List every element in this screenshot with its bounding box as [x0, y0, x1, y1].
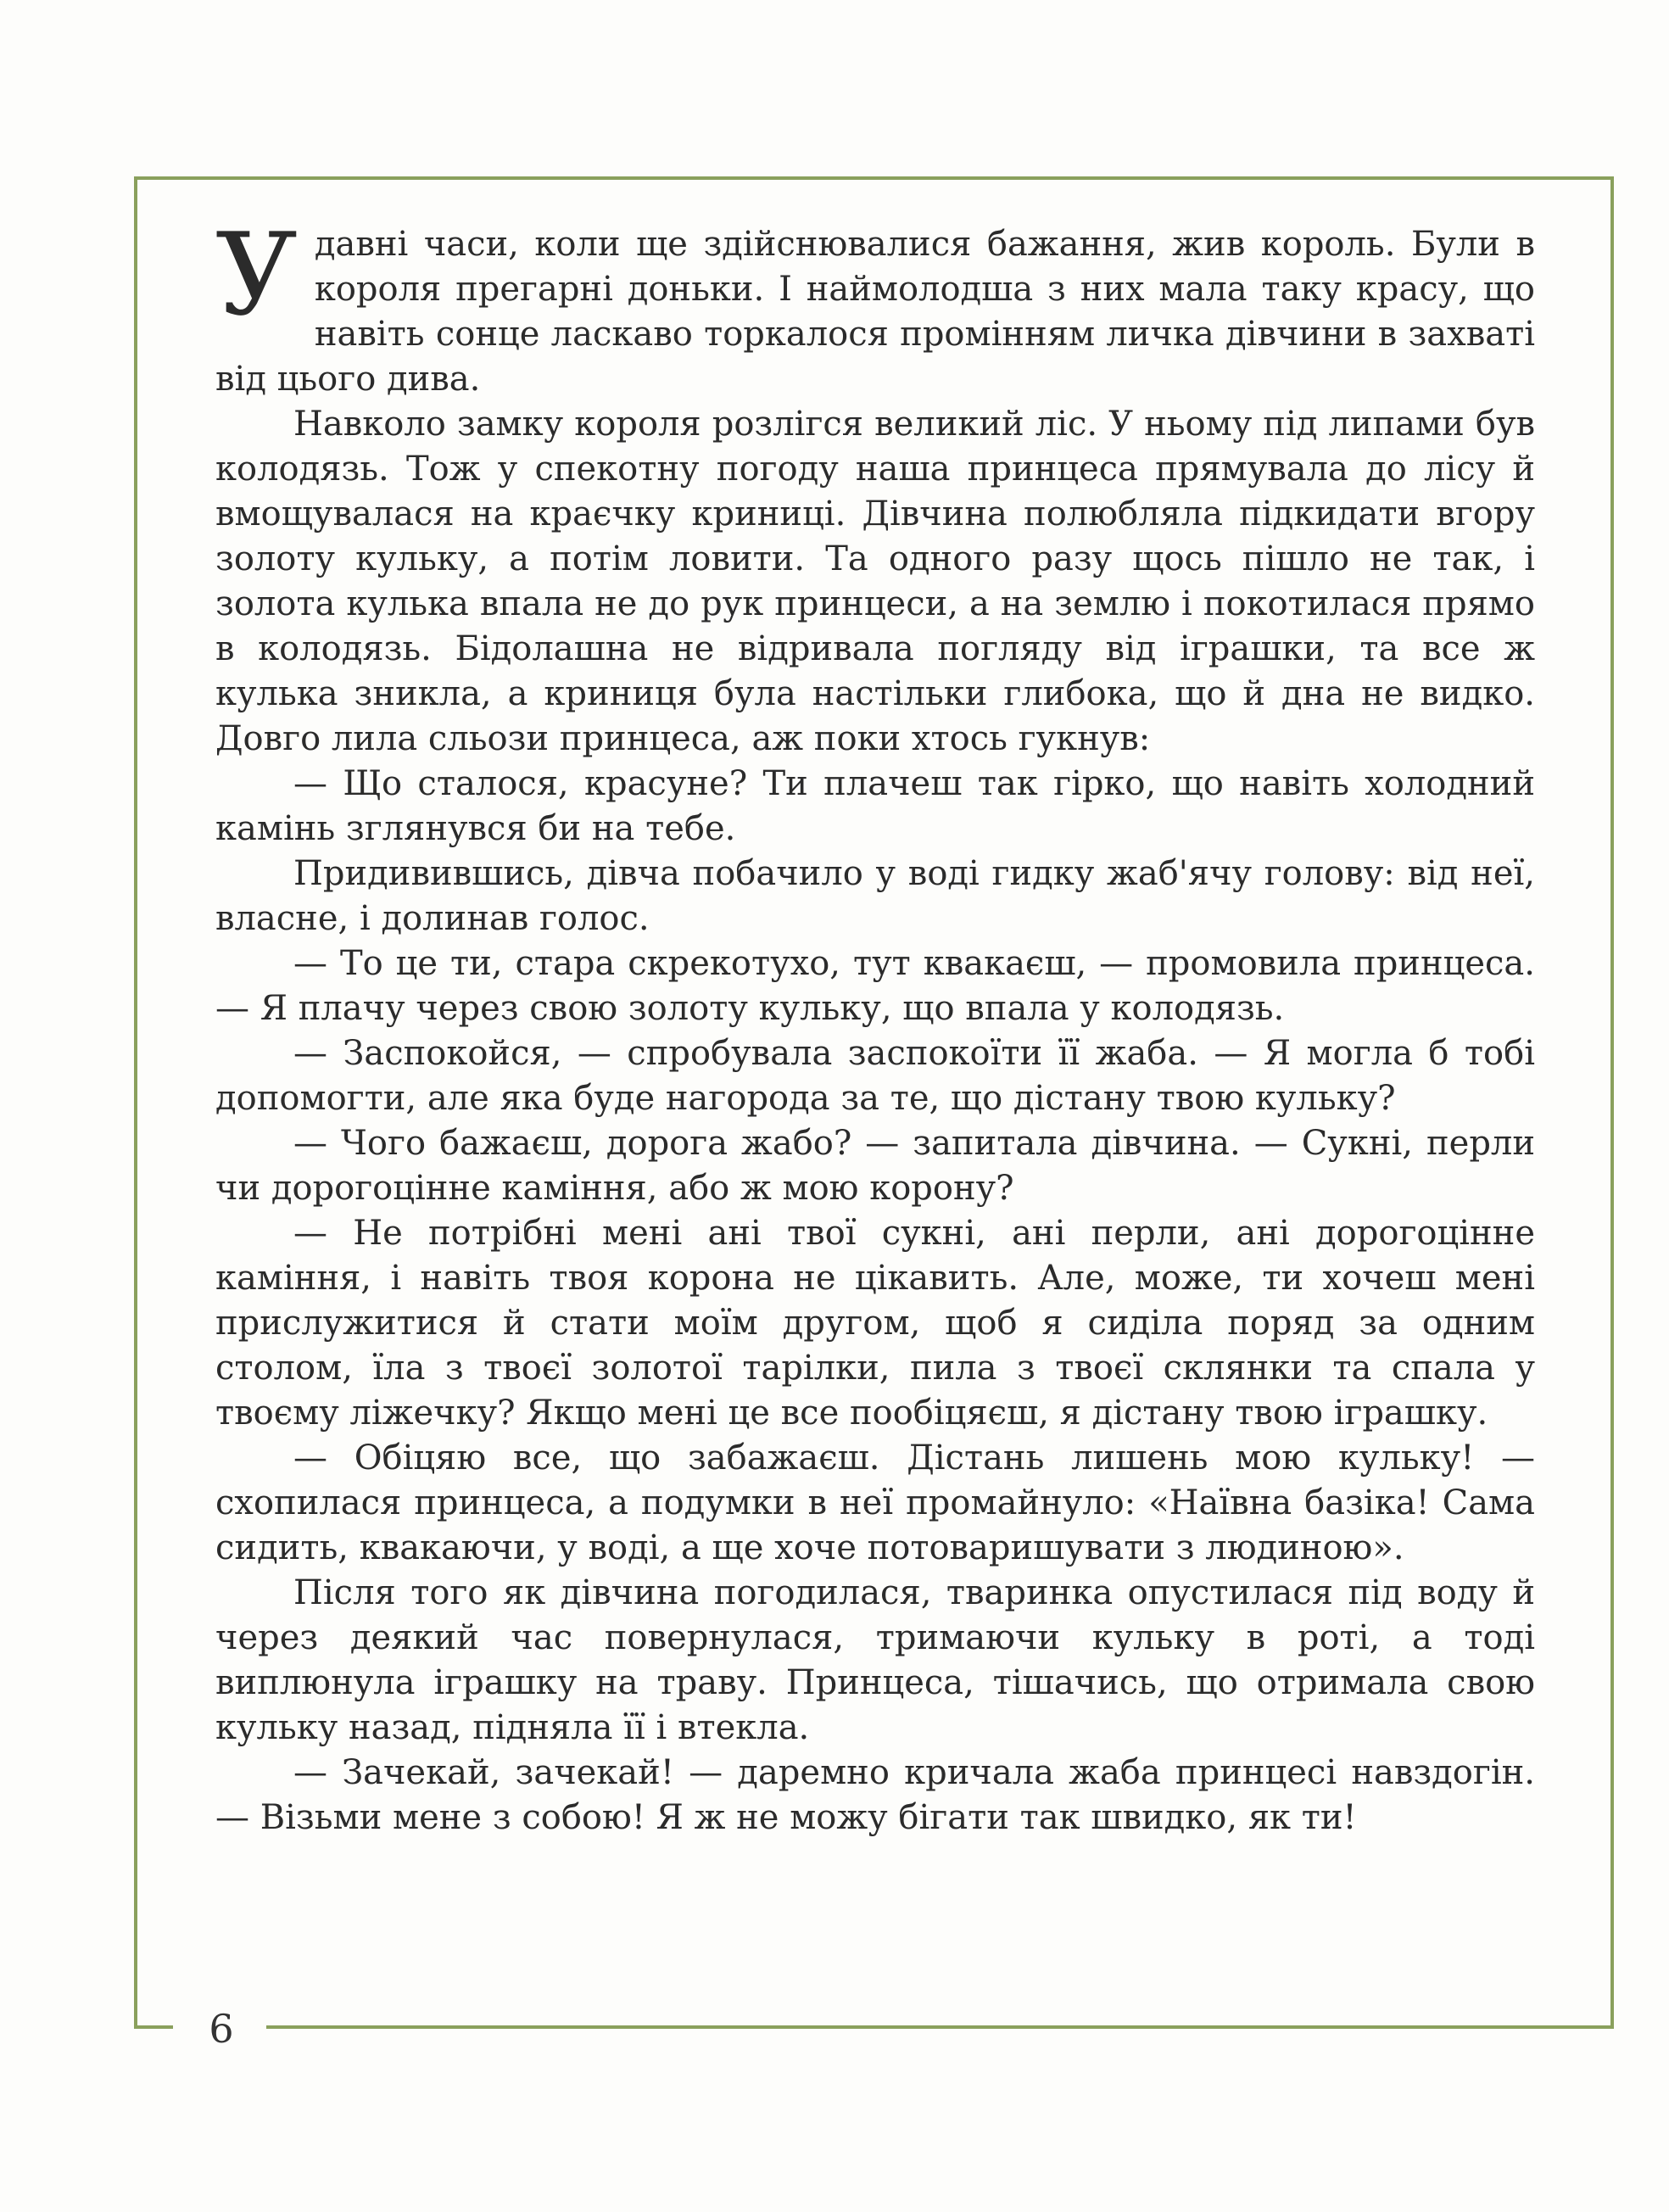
paragraph: — Зачекай, зачекай! — даремно кричала жаба принцесі навздогін. — Візьми мене з собою! Я ж не можу бігати так швидко, як ти! — [215, 1753, 1535, 1837]
paragraph: — Заспокойся, — спробувала заспокоїти її жаба. — Я могла б тобі допомогти, але яка буде нагорода за те, що дістану твою кульку? — [215, 1034, 1535, 1118]
story-text — [215, 209, 1535, 1986]
paragraph: — Що сталося, красуне? Ти плачеш так гірко, що навіть холодний камінь зглянувся би на тебе. — [215, 764, 1535, 848]
drop-cap: У — [215, 209, 298, 341]
paragraph: — То це ти, стара скрекотухо, тут квакаєш, — промовила принцеса. — Я плачу через свою золоту кульку, що впала у колодязь. — [215, 944, 1535, 1028]
page-number: 6 — [209, 2006, 234, 2052]
paragraph: Придивившись, дівча побачило у воді гидку жаб'ячу голову: від неї, власне, і долинав голос. — [215, 854, 1535, 938]
paragraph: Після того як дівчина погодилася, тваринка опустилася під воду й через деякий час повернулася, тримаючи кульку в роті, а тоді виплюнула іграшку на траву. Принцеса, тішачись, що отримала свою кульку назад, підняла її і втекла. — [215, 1573, 1535, 1747]
paragraph: — Обіцяю все, що забажаєш. Дістань лишень мою кульку! — схопилася принцеса, а подумки в неї промайнуло: «Наївна базіка! Сама сидить, квакаючи, у воді, а ще хоче потоваришувати з людиною». — [215, 1438, 1535, 1567]
paragraph — [215, 209, 1535, 402]
paragraph: — Чого бажаєш, дорога жабо? — запитала дівчина. — Сукні, перли чи дорогоцінне каміння, або ж мою корону? — [215, 1124, 1535, 1208]
paragraph-text: давні часи, коли ще здійснювалися бажання, жив король. Були в короля прегарні доньки. І наймолодша з них мала таку красу, що навіть сонце ласкаво торкалося промінням личка дівчини в захваті від цього дива. — [215, 225, 1535, 399]
paragraph: Навколо замку короля розлігся великий ліс. У ньому під липами був колодязь. Тож у спекотну погоду наша принцеса прямувала до лісу й вмощувалася на краєчку криниці. Дівчина полюбляла підкидати вгору золоту кульку, а потім ловити. Та одного разу щось пішло не так, і золота кулька впала не до рук принцеси, а на землю і покотилася прямо в колодязь. Бідолашна не відривала погляду від іграшки, та все ж кулька зникла, а криниця була настільки глибока, що й дна не видко. Довго лила сльози принцеса, аж поки хтось гукнув: — [215, 405, 1535, 758]
paragraph: — Не потрібні мені ані твої сукні, ані перли, ані дорогоцінне каміння, і навіть твоя корона не цікавить. Але, може, ти хочеш мені прислужитися й стати моїм другом, щоб я сиділа поряд за одним столом, їла з твоєї золотої тарілки, пила з твоєї склянки та спала у твоєму ліжечку? Якщо мені це все пообіцяєш, я дістану твою іграшку. — [215, 1214, 1535, 1433]
